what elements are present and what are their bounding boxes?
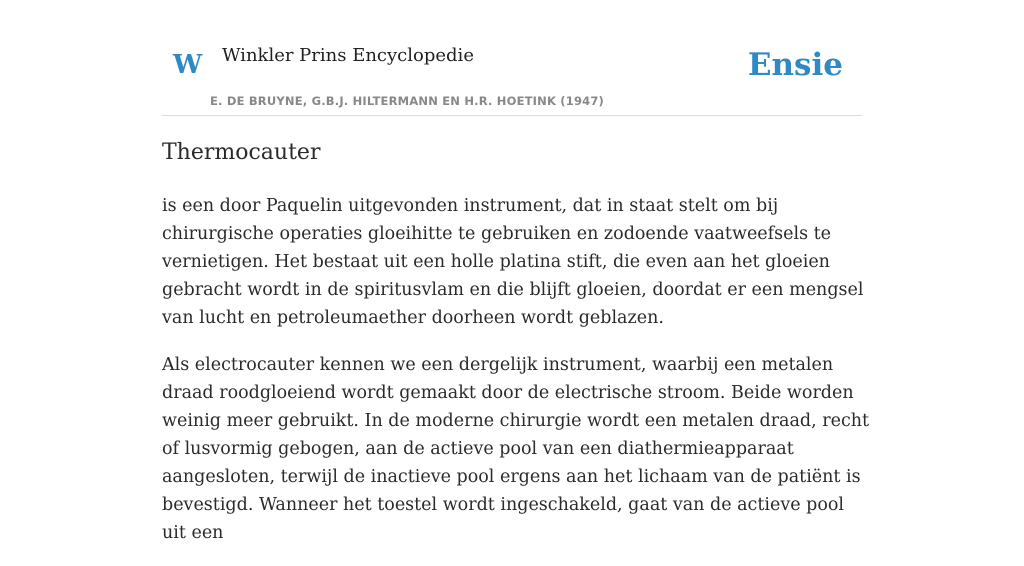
source-authors: E. DE BRUYNE, G.B.J. HILTERMANN EN H.R. HOETINK (1947)	[210, 94, 605, 108]
article-title: Thermocauter	[162, 140, 321, 165]
source-logo-w[interactable]: W	[173, 50, 203, 80]
ensie-logo[interactable]: Ensie	[747, 47, 843, 83]
article-paragraph: is een door Paquelin uitgevonden instrument, dat in staat stelt om bij chirurgische operaties gloeihitte te gebruiken en zodoende vaatweefsels te vernietigen. Het bestaat uit een holle platina stift, die even aan het gloeien gebracht wordt in de spiritusvlam en die blijft gloeien, doordat er een mengsel van lucht en petroleumaether doorheen wordt geblazen.	[162, 196, 864, 328]
source-header	[162, 0, 862, 116]
source-title[interactable]: Winkler Prins Encyclopedie	[222, 45, 474, 66]
article-paragraph: Als electrocauter kennen we een dergelijk instrument, waarbij een metalen draad roodgloeiend wordt gemaakt door de electrische stroom. Beide worden weinig meer gebruikt. In de moderne chirurgie wordt een metalen draad, recht of lusvormig gebogen, aan de actieve pool van een diathermieapparaat aangesloten, terwijl de inactieve pool ergens aan het lichaam van de patiënt is bevestigd. Wanneer het toestel wordt ingeschakeld, gaat van de actieve pool uit een	[162, 355, 870, 543]
article-body	[162, 192, 872, 566]
